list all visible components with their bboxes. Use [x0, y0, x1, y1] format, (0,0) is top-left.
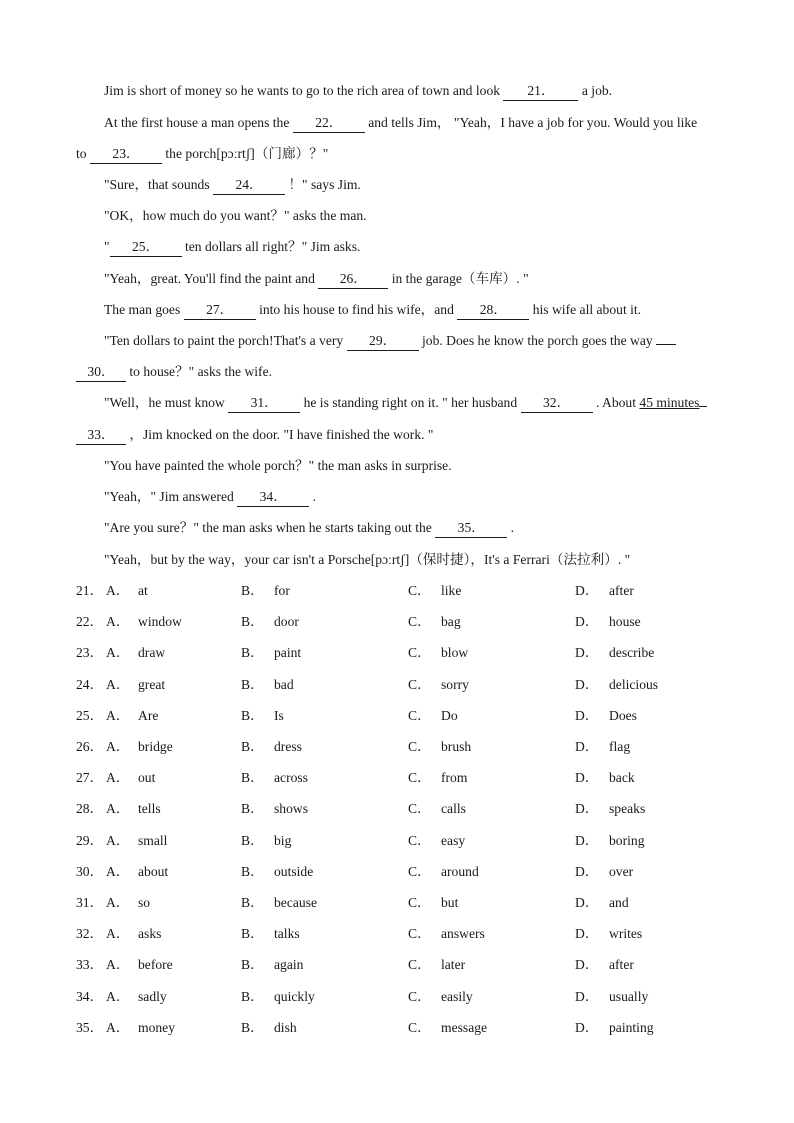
option-letter-c: C． — [408, 770, 431, 786]
option-a: money — [138, 1019, 175, 1035]
option-d: flag — [609, 739, 631, 754]
option-b: Is — [274, 707, 284, 723]
blank-34: 34． — [237, 488, 309, 507]
passage-line: "Yeah，" Jim answered 34． . — [104, 487, 316, 507]
option-letter-a: A． — [106, 801, 130, 817]
blank-21: 21． — [503, 82, 578, 101]
option-c: answers — [441, 926, 485, 942]
passage-line: The man goes 27． into his house to find his wife，and 28． his wife all about it. — [104, 300, 641, 320]
option-c: from — [441, 770, 468, 786]
question-number: 25． — [76, 707, 104, 723]
option-c: later — [441, 957, 466, 973]
question-number: 29． — [76, 832, 104, 848]
option-letter-c: C． — [408, 614, 431, 630]
option-a: before — [138, 957, 173, 973]
option-d: speaks — [609, 801, 646, 817]
option-letter-b: B． — [241, 770, 264, 786]
blank-35: 35． — [435, 519, 507, 538]
blank-28: 28． — [457, 301, 529, 320]
option-b: door — [274, 614, 299, 630]
option-a: window — [138, 614, 182, 630]
option-c: easily — [441, 988, 473, 1004]
option-letter-d: D． — [575, 801, 599, 817]
question-number: 24． — [76, 676, 104, 692]
option-letter-d: D． — [575, 770, 599, 786]
passage-line: 30． to house？" asks the wife. — [76, 362, 272, 382]
option-letter-d: D． — [575, 863, 599, 879]
option-letter-b: B． — [241, 583, 264, 598]
option-letter-a: A． — [106, 707, 130, 723]
option-letter-d: D． — [575, 583, 599, 598]
passage-line: "Yeah，great. You'll find the paint and 26． in the garage（车库）. " — [104, 269, 529, 289]
question-number: 31． — [76, 895, 104, 910]
option-letter-d: D． — [575, 957, 599, 973]
option-a: at — [138, 583, 148, 598]
option-c: Do — [441, 707, 458, 723]
option-letter-a: A． — [106, 895, 130, 910]
option-letter-c: C． — [408, 863, 431, 879]
option-a: draw — [138, 645, 166, 661]
blank-33: 33． — [76, 426, 126, 445]
question-number: 33． — [76, 957, 104, 973]
option-letter-c: C． — [408, 832, 431, 848]
question-number: 27． — [76, 770, 104, 786]
option-a: sadly — [138, 988, 167, 1004]
option-letter-d: D． — [575, 614, 599, 630]
option-a: out — [138, 770, 156, 786]
option-a: tells — [138, 801, 161, 817]
blank-22: 22． — [293, 114, 365, 133]
blank-29: 29． — [347, 332, 419, 351]
option-letter-c: C． — [408, 676, 431, 692]
option-letter-b: B． — [241, 801, 264, 817]
option-b: because — [274, 895, 318, 910]
passage-line: 33． ，Jim knocked on the door. "I have finished the work. " — [76, 425, 433, 445]
option-c: blow — [441, 645, 469, 661]
option-c: easy — [441, 832, 466, 848]
passage-line: "OK，how much do you want？" asks the man. — [104, 208, 367, 223]
option-letter-d: D． — [575, 676, 599, 692]
option-letter-c: C． — [408, 707, 431, 723]
option-letter-c: C． — [408, 801, 431, 817]
passage-line: " 25． ten dollars all right？" Jim asks. — [104, 237, 360, 257]
option-c: like — [441, 583, 462, 598]
option-letter-a: A． — [106, 957, 130, 973]
option-c: calls — [441, 801, 466, 817]
option-letter-b: B． — [241, 926, 264, 942]
option-letter-d: D． — [575, 988, 599, 1004]
option-a: great — [138, 676, 166, 692]
option-d: after — [609, 957, 634, 973]
blank-24: 24． — [213, 176, 285, 195]
option-letter-c: C． — [408, 645, 431, 661]
option-letter-b: B． — [241, 739, 264, 754]
passage-line: At the first house a man opens the 22． and tells Jim， "Yeah，I have a job for you. Would you like — [104, 113, 697, 133]
option-b: across — [274, 770, 308, 786]
option-a: Are — [138, 707, 159, 723]
option-d: house — [609, 614, 641, 630]
passage-line: "Are you sure？" the man asks when he starts taking out the 35． . — [104, 518, 514, 538]
option-letter-d: D． — [575, 1019, 599, 1035]
option-letter-b: B． — [241, 832, 264, 848]
option-a: so — [138, 895, 151, 910]
option-letter-c: C． — [408, 988, 431, 1004]
option-c: bag — [441, 614, 461, 630]
question-number: 22． — [76, 614, 104, 630]
option-letter-b: B． — [241, 988, 264, 1004]
option-d: delicious — [609, 676, 659, 692]
option-letter-a: A． — [106, 926, 130, 942]
option-a: small — [138, 832, 168, 848]
option-d: Does — [609, 707, 637, 723]
option-letter-b: B． — [241, 614, 264, 630]
option-letter-a: A． — [106, 614, 130, 630]
option-b: again — [274, 957, 304, 973]
blank-27: 27． — [184, 301, 256, 320]
option-letter-b: B． — [241, 1019, 264, 1035]
option-letter-a: A． — [106, 645, 130, 661]
option-d: writes — [609, 926, 643, 942]
option-letter-a: A． — [106, 832, 130, 848]
option-c: brush — [441, 739, 472, 754]
question-number: 28． — [76, 801, 104, 817]
blank-26: 26． — [318, 270, 388, 289]
option-d: usually — [609, 988, 649, 1004]
option-letter-b: B． — [241, 676, 264, 692]
option-letter-c: C． — [408, 1019, 431, 1035]
option-d: and — [609, 895, 629, 910]
option-letter-a: A． — [106, 988, 130, 1004]
option-letter-c: C． — [408, 957, 431, 973]
option-letter-d: D． — [575, 739, 599, 754]
blank-31: 31． — [228, 394, 300, 413]
option-d: over — [609, 863, 634, 879]
option-letter-c: C． — [408, 895, 431, 910]
question-number: 26． — [76, 739, 104, 754]
passage-line: "Ten dollars to paint the porch!That's a very 29． job. Does he know the porch goes the way — [104, 331, 676, 351]
passage-line: to 23． the porch[pɔːrtʃ]（门廊）？" — [76, 144, 328, 164]
blank-23: 23． — [90, 145, 162, 164]
option-c: message — [441, 1019, 488, 1035]
option-a: asks — [138, 926, 162, 942]
option-letter-b: B． — [241, 707, 264, 723]
passage-line: "Yeah，but by the way，your car isn't a Porsche[pɔːrtʃ]（保时捷），It's a Ferrari（法拉利）. " — [104, 552, 631, 567]
option-c: around — [441, 863, 479, 879]
option-d: describe — [609, 645, 655, 661]
option-letter-a: A． — [106, 739, 130, 754]
passage-line: "You have painted the whole porch？" the man asks in surprise. — [104, 458, 452, 473]
option-d: boring — [609, 832, 645, 848]
option-letter-c: C． — [408, 583, 431, 598]
option-letter-b: B． — [241, 957, 264, 973]
option-a: about — [138, 863, 169, 879]
option-letter-d: D． — [575, 832, 599, 848]
option-letter-a: A． — [106, 770, 130, 786]
blank-30: 30． — [76, 363, 126, 382]
option-b: talks — [274, 926, 300, 942]
option-letter-a: A． — [106, 676, 130, 692]
option-letter-d: D． — [575, 645, 599, 661]
option-letter-c: C． — [408, 926, 431, 942]
option-d: painting — [609, 1019, 654, 1035]
option-c: sorry — [441, 676, 469, 692]
option-letter-b: B． — [241, 645, 264, 661]
option-b: shows — [274, 801, 308, 817]
option-b: paint — [274, 645, 302, 661]
option-letter-d: D． — [575, 895, 599, 910]
question-number: 35． — [76, 1019, 104, 1035]
passage-line: "Sure，that sounds 24． ！" says Jim. — [104, 175, 361, 195]
question-number: 30． — [76, 863, 104, 879]
option-letter-d: D． — [575, 707, 599, 723]
option-b: big — [274, 832, 292, 848]
question-number: 34． — [76, 988, 104, 1004]
option-letter-a: A． — [106, 583, 130, 598]
option-letter-a: A． — [106, 1019, 130, 1035]
option-d: after — [609, 583, 634, 598]
option-b: outside — [274, 863, 314, 879]
option-letter-b: B． — [241, 895, 264, 910]
option-b: bad — [274, 676, 294, 692]
question-number: 32． — [76, 926, 104, 942]
passage-line: "Well，he must know 31． he is standing right on it. " her husband 32． . About 45 minutes — [104, 393, 707, 413]
option-b: dress — [274, 739, 302, 754]
option-b: for — [274, 583, 290, 598]
option-b: quickly — [274, 988, 315, 1004]
option-a: bridge — [138, 739, 173, 754]
option-b: dish — [274, 1019, 297, 1035]
option-d: back — [609, 770, 635, 786]
option-letter-c: C． — [408, 739, 431, 754]
option-letter-a: A． — [106, 863, 130, 879]
question-number: 21． — [76, 583, 104, 598]
blank-line — [656, 344, 676, 345]
option-letter-d: D． — [575, 926, 599, 942]
blank-32: 32． — [521, 394, 593, 413]
blank-25: 25． — [110, 238, 182, 257]
passage-line: Jim is short of money so he wants to go to the rich area of town and look 21． a job. — [104, 81, 612, 101]
question-number: 23． — [76, 645, 104, 661]
option-letter-b: B． — [241, 863, 264, 879]
option-c: but — [441, 895, 459, 910]
